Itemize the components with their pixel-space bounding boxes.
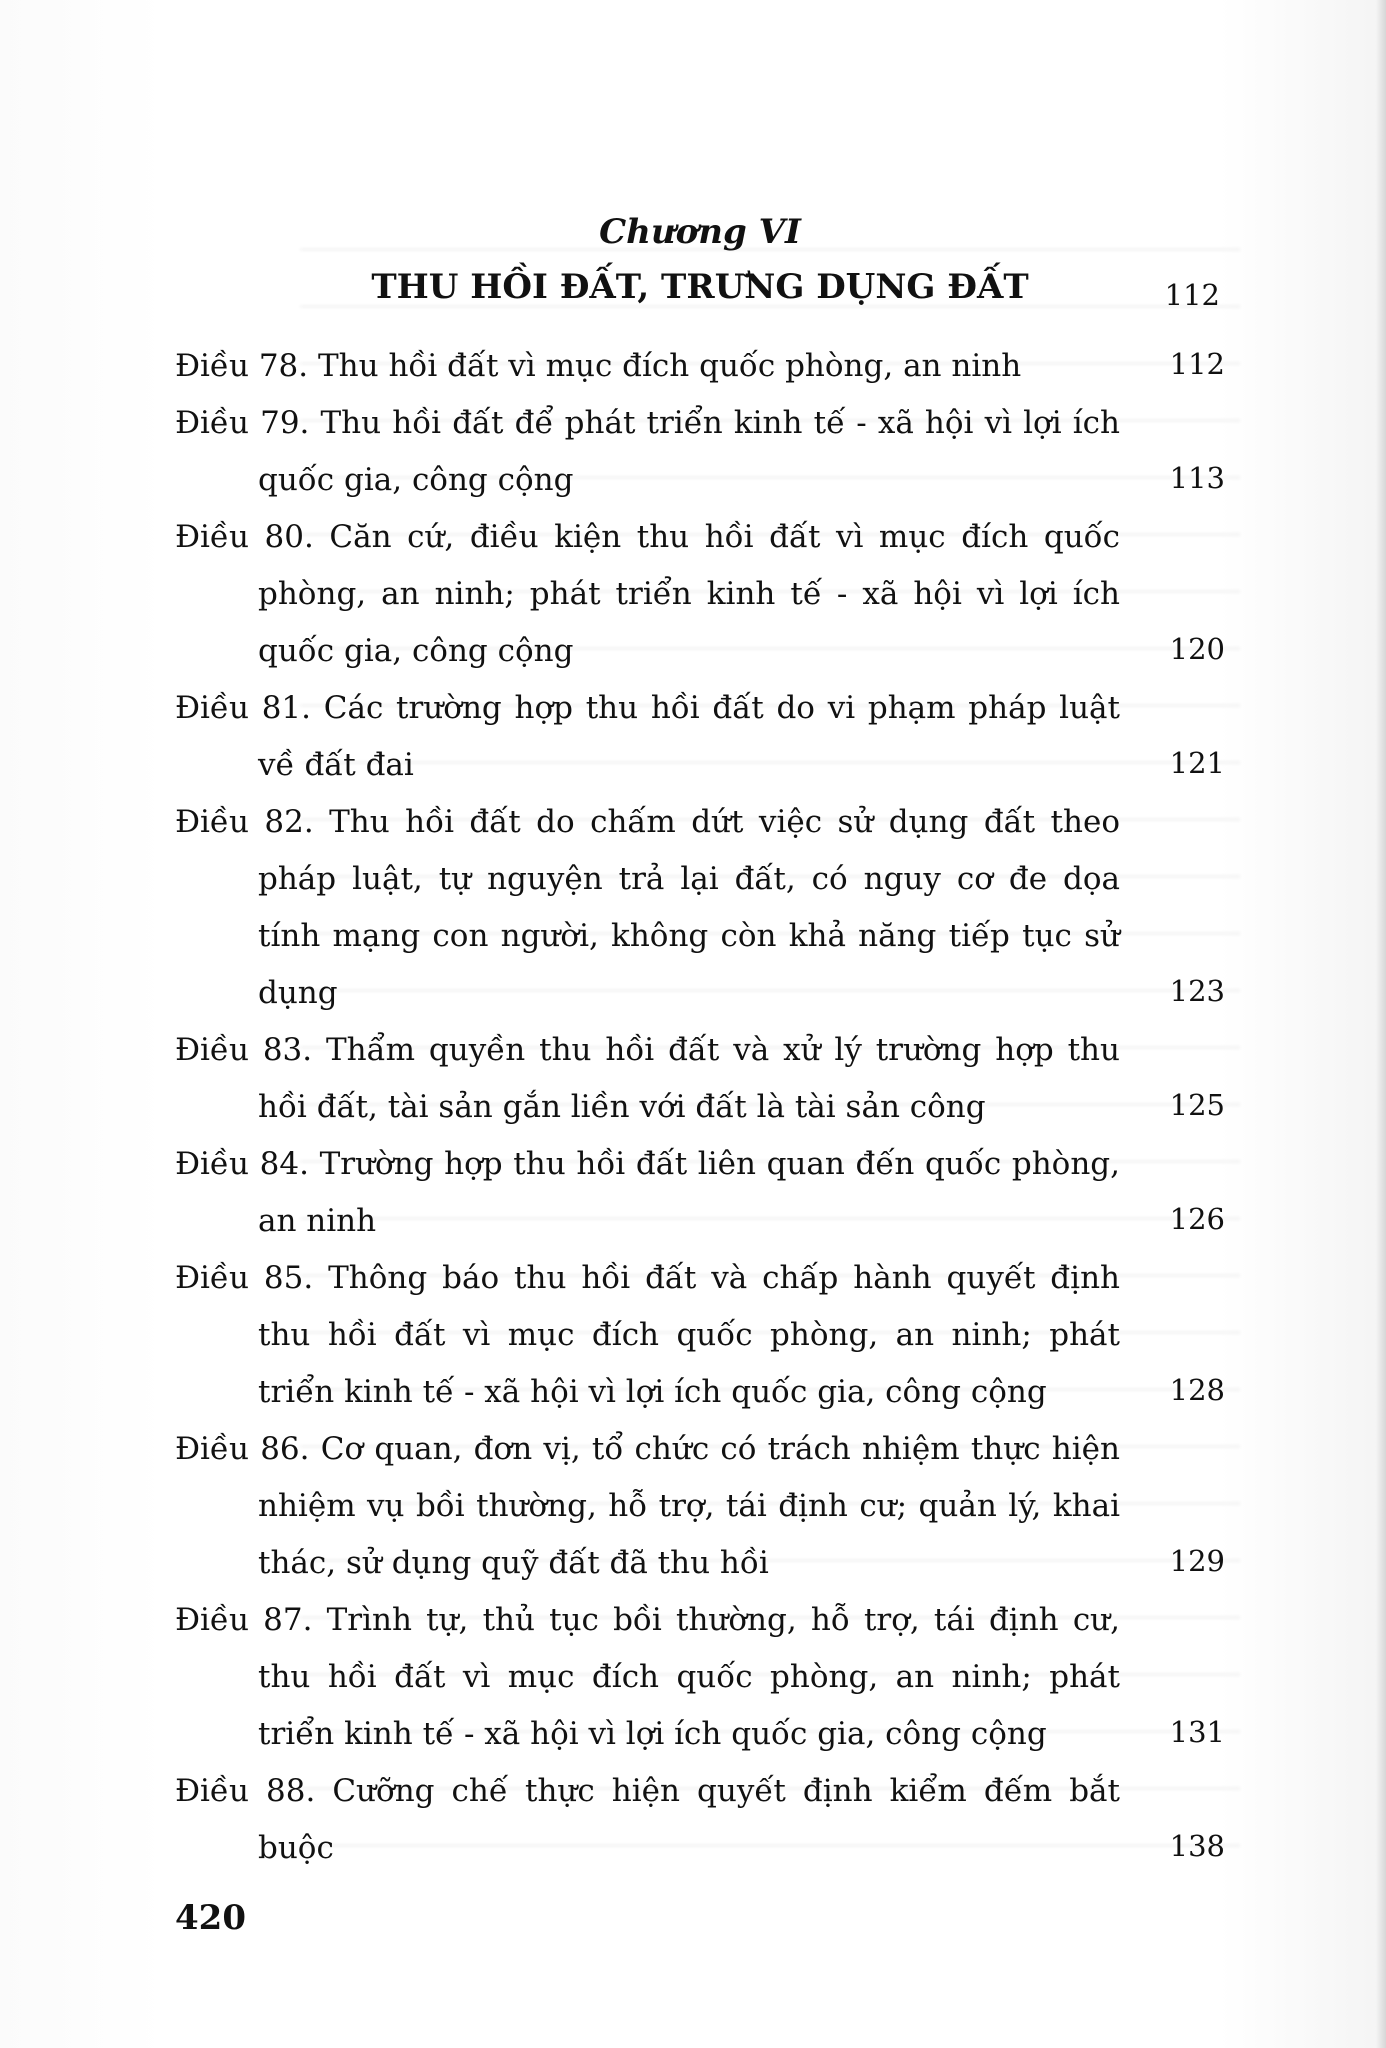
toc-entry-page: 112 <box>1169 347 1225 381</box>
chapter-label: Chương VI <box>599 212 801 252</box>
toc-entry-82 <box>175 794 1225 1022</box>
chapter-page-number: 112 <box>1164 278 1220 312</box>
toc-entry-page: 128 <box>1169 1373 1225 1407</box>
page-edge-shadow <box>1376 0 1386 2048</box>
toc-entry-page: 125 <box>1169 1088 1225 1122</box>
toc-entry-title: Điều 87. Trình tự, thủ tục bồi thường, hỗ trợ, tái định cư, thu hồi đất vì mục đích quốc phòng, an ninh; phát triển kinh tế - xã hội vì lợi ích quốc gia, công cộng <box>175 1602 1120 1752</box>
toc-entry-title: Điều 78. Thu hồi đất vì mục đích quốc phòng, an ninh <box>175 348 1022 384</box>
toc-entry-page: 121 <box>1169 746 1225 780</box>
toc-entry-title: Điều 84. Trường hợp thu hồi đất liên quan đến quốc phòng, an ninh <box>175 1146 1120 1239</box>
toc-entry-81 <box>175 680 1225 794</box>
toc-entry-86 <box>175 1421 1225 1592</box>
toc-entry-79 <box>175 395 1225 509</box>
toc-entry-78 <box>175 338 1225 395</box>
toc-entry-page: 129 <box>1169 1544 1225 1578</box>
toc-entry-page: 123 <box>1169 974 1225 1008</box>
toc-entry-83 <box>175 1022 1225 1136</box>
toc-entry-title: Điều 81. Các trường hợp thu hồi đất do vi phạm pháp luật về đất đai <box>175 690 1120 783</box>
toc-entry-title: Điều 88. Cưỡng chế thực hiện quyết định kiểm đếm bắt buộc <box>175 1773 1120 1866</box>
toc-entry-title: Điều 79. Thu hồi đất để phát triển kinh tế - xã hội vì lợi ích quốc gia, công cộng <box>175 405 1120 498</box>
toc-entry-title: Điều 86. Cơ quan, đơn vị, tổ chức có trách nhiệm thực hiện nhiệm vụ bồi thường, hỗ trợ, tái định cư; quản lý, khai thác, sử dụng quỹ đất đã thu hồi <box>175 1431 1120 1581</box>
toc-entry-85 <box>175 1250 1225 1421</box>
toc-entry-title: Điều 83. Thẩm quyền thu hồi đất và xử lý trường hợp thu hồi đất, tài sản gắn liền với đất là tài sản công <box>175 1032 1120 1125</box>
toc-entry-page: 138 <box>1169 1829 1225 1863</box>
toc-entry-page: 113 <box>1169 461 1225 495</box>
toc-entry-page: 126 <box>1169 1202 1225 1236</box>
toc-entry-88 <box>175 1763 1225 1877</box>
toc-entry-page: 120 <box>1169 632 1225 666</box>
chapter-title: THU HỒI ĐẤT, TRƯNG DỤNG ĐẤT <box>371 267 1029 307</box>
toc-entry-page: 131 <box>1169 1715 1225 1749</box>
toc-entry-title: Điều 85. Thông báo thu hồi đất và chấp hành quyết định thu hồi đất vì mục đích quốc phòng, an ninh; phát triển kinh tế - xã hội vì lợi ích quốc gia, công cộng <box>175 1260 1120 1410</box>
toc-entry-80 <box>175 509 1225 680</box>
page-number: 420 <box>175 1898 246 1938</box>
toc-entry-87 <box>175 1592 1225 1763</box>
toc-entry-title: Điều 80. Căn cứ, điều kiện thu hồi đất vì mục đích quốc phòng, an ninh; phát triển kinh tế - xã hội vì lợi ích quốc gia, công cộng <box>175 519 1120 669</box>
toc-entry-title: Điều 82. Thu hồi đất do chấm dứt việc sử dụng đất theo pháp luật, tự nguyện trả lại đất, có nguy cơ đe dọa tính mạng con người, không còn khả năng tiếp tục sử dụng <box>175 804 1120 1011</box>
table-of-contents <box>175 338 1225 1877</box>
toc-entry-84 <box>175 1136 1225 1250</box>
